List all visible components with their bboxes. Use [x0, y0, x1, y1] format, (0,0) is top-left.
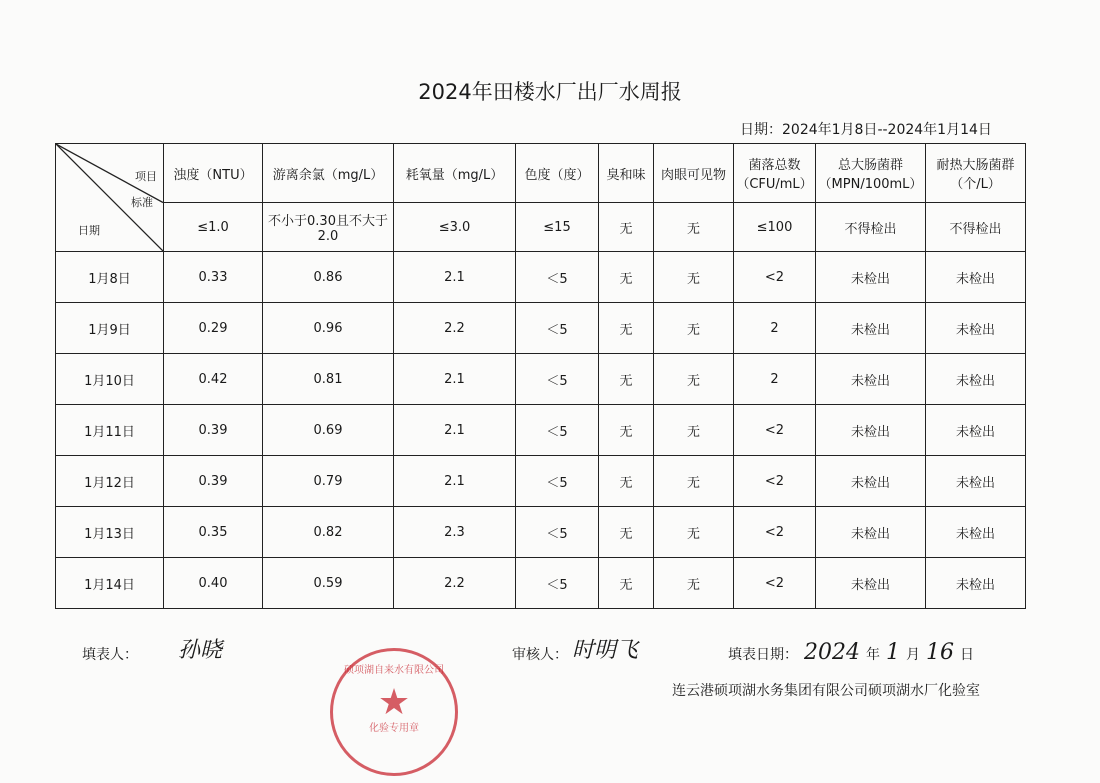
- value-cell: 2.1: [394, 405, 516, 456]
- date-cell: 1月8日: [56, 252, 164, 303]
- corner-item-label: 项目: [135, 170, 157, 183]
- value-cell: 0.33: [164, 252, 263, 303]
- date-range: 日期：2024年1月8日--2024年1月14日: [740, 122, 992, 138]
- star-icon: ★: [377, 682, 411, 723]
- value-cell: 0.79: [263, 456, 394, 507]
- value-cell: 2.3: [394, 507, 516, 558]
- value-cell: 0.40: [164, 558, 263, 609]
- value-cell: <2: [734, 456, 816, 507]
- value-cell: 2.1: [394, 456, 516, 507]
- corner-header: [56, 144, 164, 252]
- official-seal: [330, 648, 458, 776]
- fill-date-label: 填表日期：: [728, 647, 798, 663]
- date-cell: 1月11日: [56, 405, 164, 456]
- standard-cell: ≤1.0: [164, 203, 263, 252]
- value-cell: 无: [599, 558, 654, 609]
- value-cell: 未检出: [816, 456, 926, 507]
- value-cell: 未检出: [926, 405, 1026, 456]
- date-cell: 1月9日: [56, 303, 164, 354]
- value-cell: ＜5: [516, 354, 599, 405]
- value-cell: 无: [599, 456, 654, 507]
- value-cell: 无: [654, 303, 734, 354]
- standard-cell: 不得检出: [926, 203, 1026, 252]
- value-cell: 未检出: [816, 252, 926, 303]
- reviewer-label: 审核人：: [512, 647, 568, 663]
- seal-subtext: 化验专用章: [369, 723, 419, 734]
- value-cell: 0.39: [164, 405, 263, 456]
- value-cell: 2: [734, 303, 816, 354]
- value-cell: ＜5: [516, 252, 599, 303]
- reviewer-signature: 时明飞: [572, 638, 639, 663]
- value-cell: 2: [734, 354, 816, 405]
- value-cell: 未检出: [926, 252, 1026, 303]
- column-header: 臭和味: [599, 144, 654, 203]
- day-unit: 日: [960, 647, 974, 663]
- value-cell: 0.39: [164, 456, 263, 507]
- value-cell: 2.2: [394, 303, 516, 354]
- column-header: 总大肠菌群（MPN/100mL）: [816, 144, 926, 203]
- value-cell: <2: [734, 405, 816, 456]
- value-cell: 0.42: [164, 354, 263, 405]
- value-cell: 未检出: [926, 303, 1026, 354]
- corner-standard-label: 标准: [131, 196, 153, 209]
- column-header: 游离余氯（mg/L）: [263, 144, 394, 203]
- fill-date: [728, 640, 974, 666]
- value-cell: 0.35: [164, 507, 263, 558]
- standard-cell: 无: [654, 203, 734, 252]
- water-quality-table: [55, 143, 1026, 609]
- page-title: 2024年田楼水厂出厂水周报: [418, 80, 682, 104]
- value-cell: 0.29: [164, 303, 263, 354]
- value-cell: <2: [734, 252, 816, 303]
- organization: 连云港硕项湖水务集团有限公司硕项湖水厂化验室: [672, 683, 980, 699]
- filler-signature: 孙晓: [178, 638, 223, 663]
- value-cell: 0.96: [263, 303, 394, 354]
- filler-label: 填表人：: [82, 647, 138, 663]
- table-row: [56, 507, 1026, 558]
- value-cell: 未检出: [926, 507, 1026, 558]
- standard-cell: ≤100: [734, 203, 816, 252]
- seal-text: 硕项湖自来水有限公司: [344, 665, 444, 676]
- standard-cell: 不得检出: [816, 203, 926, 252]
- value-cell: ＜5: [516, 558, 599, 609]
- value-cell: 未检出: [926, 456, 1026, 507]
- value-cell: 无: [599, 507, 654, 558]
- value-cell: 未检出: [816, 405, 926, 456]
- value-cell: 未检出: [926, 558, 1026, 609]
- value-cell: 0.82: [263, 507, 394, 558]
- year-unit: 年: [866, 647, 880, 663]
- value-cell: 未检出: [816, 558, 926, 609]
- value-cell: 无: [599, 252, 654, 303]
- value-cell: 2.1: [394, 354, 516, 405]
- column-header: 耗氧量（mg/L）: [394, 144, 516, 203]
- column-header: 色度（度）: [516, 144, 599, 203]
- value-cell: <2: [734, 507, 816, 558]
- table-row: [56, 354, 1026, 405]
- value-cell: 2.2: [394, 558, 516, 609]
- date-cell: 1月13日: [56, 507, 164, 558]
- table-row: [56, 456, 1026, 507]
- value-cell: 无: [654, 405, 734, 456]
- value-cell: ＜5: [516, 456, 599, 507]
- column-header: 耐热大肠菌群（个/L）: [926, 144, 1026, 203]
- column-header: 肉眼可见物: [654, 144, 734, 203]
- month-unit: 月: [906, 647, 920, 663]
- value-cell: 无: [654, 456, 734, 507]
- value-cell: 0.69: [263, 405, 394, 456]
- value-cell: 未检出: [816, 507, 926, 558]
- value-cell: 未检出: [816, 354, 926, 405]
- value-cell: 无: [654, 354, 734, 405]
- standard-cell: ≤15: [516, 203, 599, 252]
- value-cell: 无: [599, 354, 654, 405]
- table-row: [56, 252, 1026, 303]
- value-cell: 无: [654, 507, 734, 558]
- table-row: [56, 405, 1026, 456]
- value-cell: 无: [654, 252, 734, 303]
- standard-cell: 无: [599, 203, 654, 252]
- value-cell: 0.86: [263, 252, 394, 303]
- standard-cell: ≤3.0: [394, 203, 516, 252]
- value-cell: 0.59: [263, 558, 394, 609]
- column-header: 菌落总数（CFU/mL）: [734, 144, 816, 203]
- value-cell: 未检出: [816, 303, 926, 354]
- value-cell: 无: [654, 558, 734, 609]
- value-cell: ＜5: [516, 507, 599, 558]
- fill-date-year: 2024: [804, 640, 860, 665]
- value-cell: <2: [734, 558, 816, 609]
- table-row: [56, 303, 1026, 354]
- value-cell: ＜5: [516, 405, 599, 456]
- fill-date-day: 16: [926, 640, 954, 665]
- standard-cell: 不小于0.30且不大于2.0: [263, 203, 394, 252]
- corner-date-label: 日期: [78, 224, 100, 237]
- date-cell: 1月14日: [56, 558, 164, 609]
- table-row: [56, 558, 1026, 609]
- date-cell: 1月10日: [56, 354, 164, 405]
- value-cell: 0.81: [263, 354, 394, 405]
- fill-date-month: 1: [886, 640, 900, 665]
- value-cell: 2.1: [394, 252, 516, 303]
- column-header: 浊度（NTU）: [164, 144, 263, 203]
- value-cell: 无: [599, 405, 654, 456]
- value-cell: 无: [599, 303, 654, 354]
- date-cell: 1月12日: [56, 456, 164, 507]
- value-cell: 未检出: [926, 354, 1026, 405]
- value-cell: ＜5: [516, 303, 599, 354]
